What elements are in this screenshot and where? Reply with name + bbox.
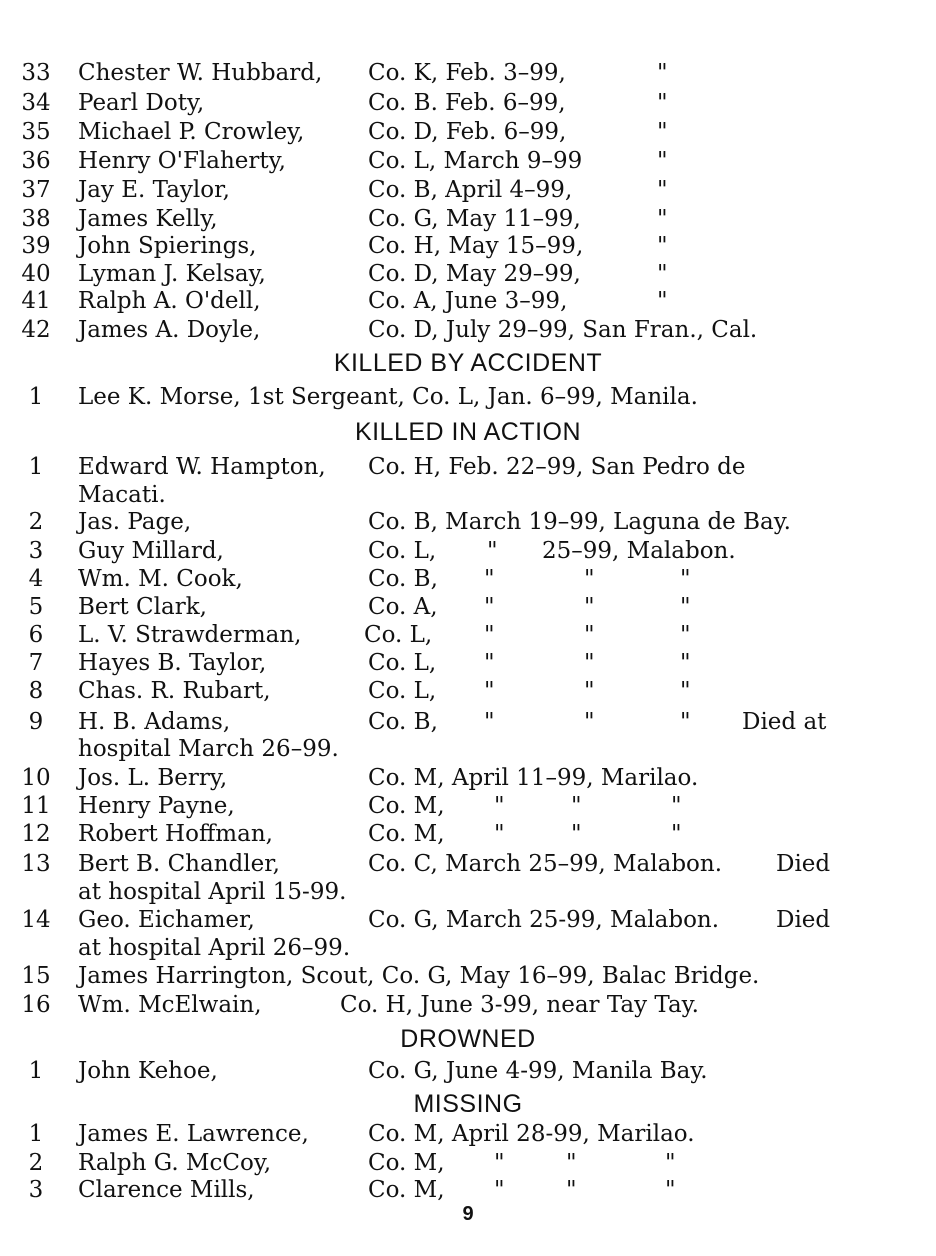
entry-details: Co. D, Feb. 6–99, (368, 119, 567, 145)
ditto-mark: " (680, 566, 691, 592)
list-item (0, 564, 936, 594)
entry-company: Co. L, (368, 650, 437, 676)
entry-number: 42 (21, 317, 51, 343)
list-item (0, 819, 936, 849)
entry-number: 41 (21, 288, 51, 314)
entry-number: 35 (21, 119, 51, 145)
entry-note: Died (776, 851, 831, 877)
list-item (0, 315, 936, 345)
entry-name: Henry O'Flaherty, (78, 148, 286, 174)
entry-number: 5 (28, 594, 44, 620)
ditto-mark: " (484, 650, 495, 676)
entry-name: Bert B. Chandler, (78, 851, 280, 877)
entry-company: Co. A, (368, 594, 438, 620)
list-item (0, 905, 936, 935)
list-item (0, 990, 936, 1020)
entry-company: Co. M, (368, 793, 445, 819)
entry-company: Co. M, (368, 1177, 445, 1203)
ditto-mark: " (584, 709, 595, 735)
list-item (0, 849, 936, 879)
ditto-mark: " (584, 678, 595, 704)
ditto-mark: " (657, 148, 668, 174)
list-item (0, 536, 936, 566)
ditto-mark: " (571, 793, 582, 819)
entry-number: 12 (21, 821, 51, 847)
ditto-mark: " (487, 538, 498, 564)
ditto-mark: " (484, 678, 495, 704)
list-item (0, 88, 936, 118)
list-item (0, 175, 936, 205)
entry-name: Ralph A. O'dell, (78, 288, 261, 314)
list-item (0, 259, 936, 289)
entry-number: 6 (28, 622, 44, 648)
entry-details: Co. B, April 4–99, (368, 177, 573, 203)
entry-number: 38 (21, 206, 51, 232)
entry-details: Co. G, June 4-99, Manila Bay. (368, 1058, 708, 1084)
entry-name: Chas. R. Rubart, (78, 678, 271, 704)
list-item (0, 507, 936, 537)
entry-details: Co. A, June 3–99, (368, 288, 568, 314)
entry-name: Wm. M. Cook, (78, 566, 243, 592)
ditto-mark: " (494, 793, 505, 819)
ditto-mark: " (680, 650, 691, 676)
entry-text: James Harrington, Scout, Co. G, May 16–99, Balac Bridge. (78, 963, 760, 989)
entry-company: Co. B, (368, 566, 438, 592)
entry-name: Jos. L. Berry, (78, 765, 228, 791)
entry-number: 34 (21, 90, 51, 116)
list-item (0, 620, 936, 650)
ditto-mark: " (494, 1177, 505, 1203)
ditto-mark: " (680, 709, 691, 735)
list-item (0, 1056, 936, 1086)
entry-date-place: 25–99, Malabon. (542, 538, 736, 564)
entry-number: 1 (28, 1121, 44, 1147)
entry-details: Co. D, May 29–99, (368, 261, 581, 287)
ditto-mark: " (484, 566, 495, 592)
entry-company: Co. B, (368, 709, 438, 735)
entry-number: 40 (21, 261, 51, 287)
entry-details: Co. C, March 25–99, Malabon. (368, 851, 723, 877)
entry-note: Died at (742, 709, 827, 735)
entry-name: Lyman J. Kelsay, (78, 261, 266, 287)
entry-continuation: Macati. (78, 482, 166, 508)
entry-number: 8 (28, 678, 44, 704)
list-item (0, 1148, 936, 1178)
entry-note: Died (776, 907, 831, 933)
entry-details: Co. M, April 11–99, Marilao. (368, 765, 699, 791)
entry-company: Co. L, (368, 678, 437, 704)
ditto-mark: " (584, 566, 595, 592)
ditto-mark: " (584, 594, 595, 620)
entry-details: Co. H, May 15–99, (368, 233, 584, 259)
entry-name: Hayes B. Taylor, (78, 650, 267, 676)
entry-number: 3 (28, 538, 44, 564)
ditto-mark: " (657, 233, 668, 259)
list-item-continuation (0, 933, 936, 963)
entry-details: Co. H, Feb. 22–99, San Pedro de (368, 454, 746, 480)
entry-number: 16 (21, 992, 51, 1018)
entry-name: Ralph G. McCoy, (78, 1150, 272, 1176)
section-heading-drowned: DROWNED (400, 1025, 536, 1053)
ditto-mark: " (657, 288, 668, 314)
entry-number: 7 (28, 650, 44, 676)
ditto-mark: " (494, 821, 505, 847)
entry-name: L. V. Strawderman, (78, 622, 302, 648)
list-item (0, 961, 936, 991)
entry-name: H. B. Adams, (78, 709, 231, 735)
entry-name: James A. Doyle, (78, 317, 261, 343)
entry-number: 1 (28, 1058, 44, 1084)
entry-text: Lee K. Morse, 1st Sergeant, Co. L, Jan. 6–99, Manila. (78, 384, 698, 410)
entry-name: James E. Lawrence, (78, 1121, 309, 1147)
ditto-mark: " (657, 90, 668, 116)
ditto-mark: " (657, 206, 668, 232)
entry-name: Bert Clark, (78, 594, 207, 620)
ditto-mark: " (680, 594, 691, 620)
entry-number: 13 (21, 851, 51, 877)
entry-name: Michael P. Crowley, (78, 119, 305, 145)
entry-company: Co. L, (364, 622, 433, 648)
entry-name: Chester W. Hubbard, (78, 60, 323, 86)
list-item (0, 1119, 936, 1149)
list-item-continuation (0, 877, 936, 907)
entry-number: 39 (21, 233, 51, 259)
entry-name: Wm. McElwain, (78, 992, 262, 1018)
entry-number: 1 (28, 384, 44, 410)
entry-name: Guy Millard, (78, 538, 224, 564)
ditto-mark: " (680, 678, 691, 704)
ditto-mark: " (484, 709, 495, 735)
entry-number: 15 (21, 963, 51, 989)
entry-details: Co. L, March 9–99 (368, 148, 583, 174)
ditto-mark: " (566, 1177, 577, 1203)
entry-details: Co. G, March 25-99, Malabon. (368, 907, 720, 933)
list-item (0, 1175, 936, 1205)
ditto-mark: " (584, 622, 595, 648)
ditto-mark: " (657, 177, 668, 203)
section-heading-missing: MISSING (413, 1090, 523, 1118)
entry-company: Co. M, (368, 821, 445, 847)
list-item (0, 452, 936, 482)
ditto-mark: " (657, 261, 668, 287)
ditto-mark: " (665, 1177, 676, 1203)
list-item-continuation (0, 480, 936, 510)
list-item (0, 676, 936, 706)
entry-details: Co. H, June 3-99, near Tay Tay. (340, 992, 699, 1018)
ditto-mark: " (484, 622, 495, 648)
list-item (0, 204, 936, 234)
ditto-mark: " (665, 1150, 676, 1176)
entry-number: 2 (28, 509, 44, 535)
section-heading-killed-by-accident: KILLED BY ACCIDENT (333, 349, 603, 377)
entry-name: Robert Hoffman, (78, 821, 273, 847)
entry-number: 33 (21, 60, 51, 86)
list-item (0, 592, 936, 622)
entry-company: Co. M, (368, 1150, 445, 1176)
ditto-mark: " (680, 622, 691, 648)
ditto-mark: " (494, 1150, 505, 1176)
entry-details: Co. M, April 28-99, Marilao. (368, 1121, 695, 1147)
list-item (0, 707, 936, 737)
list-item (0, 146, 936, 176)
entry-number: 11 (21, 793, 51, 819)
entry-continuation: at hospital April 26–99. (78, 935, 351, 961)
list-item (0, 648, 936, 678)
list-item (0, 231, 936, 261)
entry-number: 36 (21, 148, 51, 174)
entry-number: 14 (21, 907, 51, 933)
ditto-mark: " (657, 119, 668, 145)
entry-name: John Kehoe, (78, 1058, 218, 1084)
list-item (0, 58, 936, 88)
list-item (0, 286, 936, 316)
entry-details: Co. B, March 19–99, Laguna de Bay. (368, 509, 791, 535)
ditto-mark: " (571, 821, 582, 847)
entry-name: Geo. Eichamer, (78, 907, 255, 933)
entry-details: Co. D, July 29–99, San Fran., Cal. (368, 317, 758, 343)
entry-number: 1 (28, 454, 44, 480)
entry-name: Clarence Mills, (78, 1177, 255, 1203)
entry-name: Pearl Doty, (78, 90, 205, 116)
entry-continuation: at hospital April 15-99. (78, 879, 347, 905)
ditto-mark: " (484, 594, 495, 620)
section-heading-killed-in-action: KILLED IN ACTION (354, 418, 582, 446)
entry-name: John Spierings, (78, 233, 257, 259)
ditto-mark: " (566, 1150, 577, 1176)
entry-company: Co. L, (368, 538, 437, 564)
ditto-mark: " (584, 650, 595, 676)
entry-name: Jay E. Taylor, (78, 177, 230, 203)
ditto-mark: " (671, 793, 682, 819)
entry-name: Edward W. Hampton, (78, 454, 326, 480)
page-number: 9 (462, 1203, 474, 1225)
entry-number: 10 (21, 765, 51, 791)
ditto-mark: " (671, 821, 682, 847)
list-item (0, 763, 936, 793)
entry-number: 3 (28, 1177, 44, 1203)
entry-number: 9 (28, 709, 44, 735)
list-item (0, 117, 936, 147)
entry-name: Henry Payne, (78, 793, 235, 819)
entry-number: 37 (21, 177, 51, 203)
entry-continuation: hospital March 26–99. (78, 736, 339, 762)
entry-details: Co. G, May 11–99, (368, 206, 581, 232)
list-item (0, 791, 936, 821)
entry-details: Co. K, Feb. 3–99, (368, 60, 566, 86)
entry-details: Co. B. Feb. 6–99, (368, 90, 566, 116)
entry-name: Jas. Page, (78, 509, 192, 535)
ditto-mark: " (657, 60, 668, 86)
entry-number: 2 (28, 1150, 44, 1176)
list-item (0, 382, 936, 412)
list-item-continuation (0, 734, 936, 764)
entry-name: James Kelly, (78, 206, 218, 232)
entry-number: 4 (28, 566, 44, 592)
